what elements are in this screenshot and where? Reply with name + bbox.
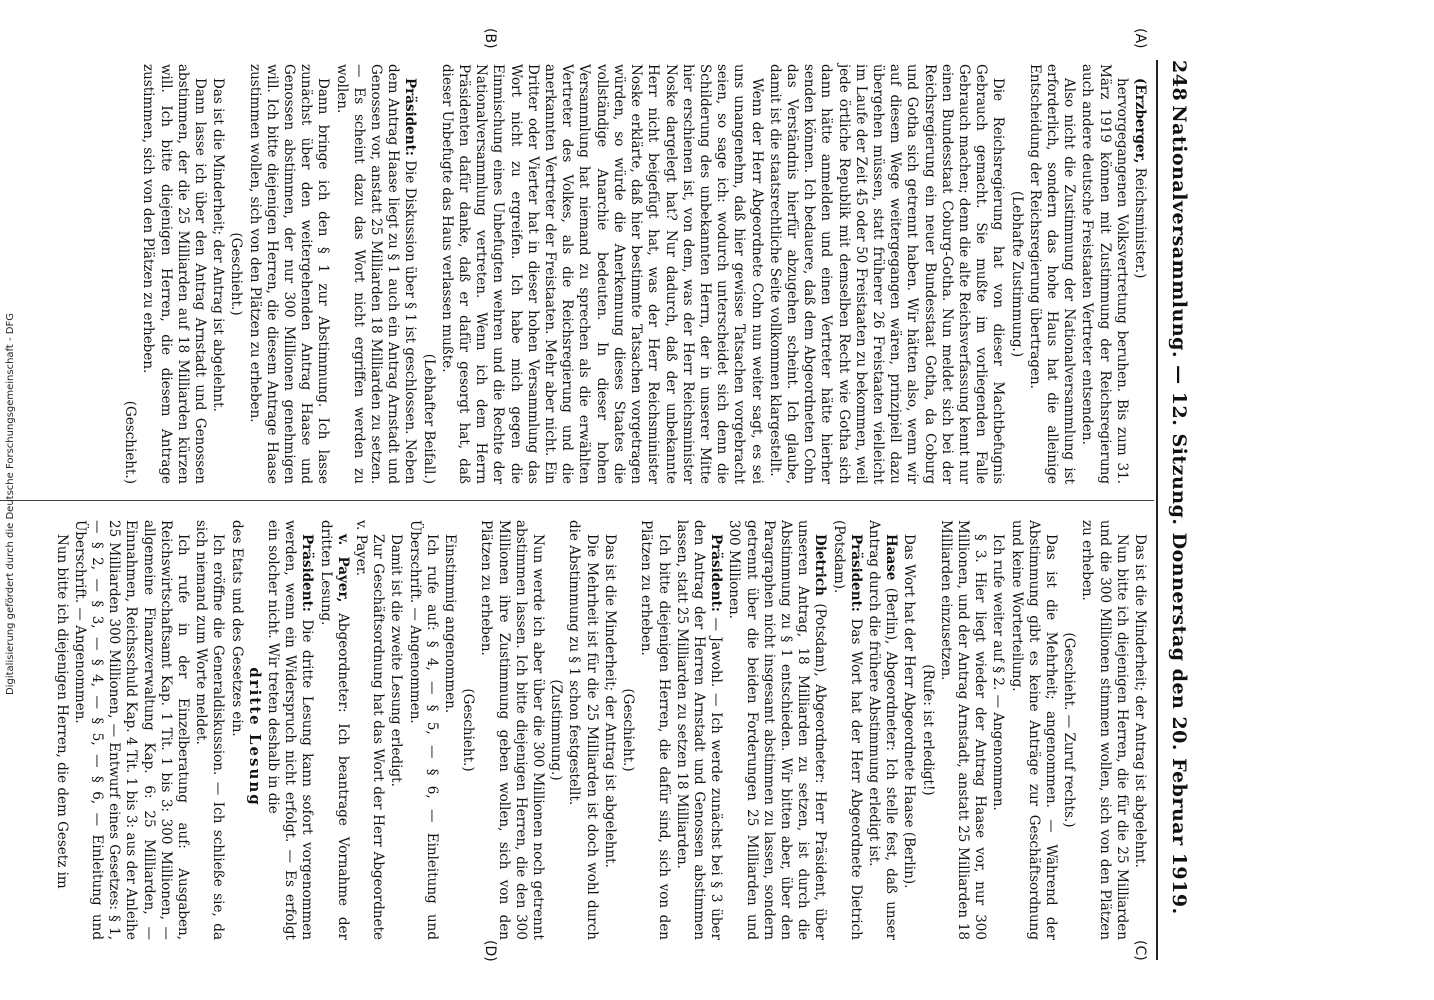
paragraph-text: Die Diskussion über § 1 ist geschlossen. Neben dem Antrag Haase liegt zu § 1 auch ein Antrag Arnstadt und Genossen vor, anstatt 25 Milliarden 18 Milliarden zu setzen. — Es scheint dazu das Wort nicht ergriffen werden zu wollen. (333, 64, 419, 484)
paragraph (865, 520, 899, 940)
paragraph (1131, 64, 1148, 484)
paragraph-text: Das ist die Mehrheit; angenommen. — Während der Abstimmung gibt es keine Anträge zur Geschäftsordnung und keine Worterteilung. (1008, 520, 1059, 940)
paragraph-text: Die dritte Lesung kann sofort vorgenommen werden, wenn ein Widerspruch nicht erfolgt. — Es erfolgt ein solcher nicht. Wir treten deshalb in die (265, 520, 316, 940)
margin-mark-a: (A) (1132, 28, 1148, 49)
paragraph-text: Das ist die Minderheit; der Antrag ist abgelehnt. (210, 78, 227, 412)
paragraph (766, 64, 1007, 484)
speaker-name: Präsident: (708, 534, 725, 612)
paragraph-text: (Lebhafte Zustimmung.) (1008, 190, 1025, 358)
paragraph (918, 520, 935, 940)
paragraph-text: (Berlin), Abgeordneter: Ich stelle fest, daß unser Antrag durch die frühere Abstimmung erledigt ist. (865, 520, 900, 940)
paragraph (227, 520, 244, 940)
paragraph (829, 520, 863, 940)
paragraph-text: Dann bringe ich den § 1 zur Abstimmung. Ich lasse zunächst über den weitergehenden Antrag Haase und Genossen abstimmen, der nur 300 Millionen genehmigen will. Ich bitte diejenigen Herren, die diesem Antrage Haase zustimmen wollen, sich von den Plätzen zu erheben. (246, 64, 332, 484)
paragraph-text: Das ist die Minderheit; der Antrag ist abgelehnt. (1132, 534, 1148, 868)
paragraph (900, 520, 917, 940)
paragraph (459, 520, 476, 940)
paragraph (725, 520, 828, 940)
paragraph-text: Ich eröffne die Generaldiskussion. — Ich schließe sie, da sich niemand zum Worte meldet. (193, 520, 227, 940)
section-heading: dritte Lesung (245, 667, 264, 807)
paragraph-text: Einstimmig angenommen. (442, 534, 459, 714)
speaker-name: Dietrich (812, 534, 829, 596)
paragraph (989, 520, 1006, 940)
paragraph-text: Nun bitte ich diejenigen Herren, die dem Gesetz im (53, 534, 70, 889)
paragraph-text: (Potsdam), Abgeordneter: Herr Präsident, über unseren Antrag, 18 Milliarden zu setzen, ist durch die Abstimmung zu § 1 entschieden. Wir bitten aber, über den Paragraphen nicht insgesamt abstimmen zu lassen, sondern getrennt über die beiden Forderungen 25 Milliarden und 300 Millionen. (726, 520, 829, 940)
paragraph (405, 520, 439, 940)
paragraph-text: Ich bitte diejenigen Herren, die dafür sind, sich von den Plätzen zu erheben. (638, 520, 672, 940)
scanned-page (0, 20, 1218, 980)
paragraph (1078, 64, 1130, 484)
paragraph-text: (Geschieht. — Zuruf rechts.) (1061, 632, 1078, 828)
page-number: 248 (1168, 60, 1190, 102)
paragraph-text: (Geschieht.) (460, 688, 477, 772)
paragraph-text: (Geschieht.) (620, 688, 637, 772)
paragraph-text: Nun werde ich aber über die 300 Millionen noch getrennt abstimmen lassen. Ich bitte diejenigen Herren, die den 300 Millionen ihre Zustimmung geben wollen, sich von den Plätzen zu erheben. (478, 520, 547, 940)
paragraph-text: (Rufe: ist erledigt!) (919, 664, 936, 796)
margin-mark-b: (B) (482, 28, 498, 49)
paragraph-text: des Etats und des Gesetzes ein. (228, 520, 245, 737)
paragraph (139, 64, 208, 484)
speaker-name: Präsident: (402, 78, 419, 156)
paragraph (1007, 64, 1024, 484)
column-divider (0, 500, 1154, 501)
paragraph-text: Ich rufe in der Einzelberatung auf: Ausgaben, Reichswirtschaftsamt Kap. 1 Tit. 1 bis 3: 300 Millionen, — allgemeine Finanzverwaltung Kap. 6: 25 Milliarden, — Einnahmen, Reichsschuld Kap. 4 Tit. 1 bis 3: aus der Anleihe 25 Milliarden 300 Millionen, — Entwurf eines Gesetzes: § 1, — § 2, — § 3, — § 4, — § 5, — § 6, — Einleitung und Überschrift. — Angenommen. (71, 520, 192, 940)
paragraph (477, 520, 546, 940)
paragraph-text: Wenn der Herr Abgeordnete Cohn nun weiter sagt, es sei uns unangenehm, daß hier gewisse Tatsachen vorgebracht seien, so sage ich: wodurch unterscheidet sich denn die Schilderung des unbekannten Herrn, der in unserer Mitte hier erschienen ist, von dem, was der Herr Reichsminister Noske dargelegt hat? Nur dadurch, daß der unbekannte Herr nicht beigefügt hat, was der Herr Reichsminister Noske erklärte, daß hier bestimmte Tatsachen vorgetragen würden, so würde die Anerkennung dieses Staates die vollständige Anarchie bedeuten. In dieser hohen Versammlung hat niemand zu sprechen als die erwählten Vertreter des Volkes, als die Reichsregierung und die anerkannten Vertreter der Freistaaten. Mehr aber nicht. Ein Dritter oder Vierter hat in dieser hohen Versammlung das Wort nicht zu ergreifen. Ich habe mich gegen die Einmischung eines Unbefugten wehren und die Rechte der Nationalversammlung vertreten. Wenn ich dem Herrn Präsidenten dafür danke, daß er dafür gesorgt hat, daß dieser Unbefugte das Haus verlassen mußte. (438, 64, 765, 484)
paragraph-text: Damit ist die zweite Lesung erledigt. (388, 534, 405, 787)
paragraph (438, 64, 765, 484)
paragraph-text: Zur Geschäftsordnung hat das Wort der Herr Abgeordnete v. Payer. (353, 520, 387, 940)
paragraph (316, 520, 350, 940)
paragraph (547, 520, 564, 940)
paragraph-text: Das Wort hat der Herr Abgeordnete Dietrich (Potsdam). (830, 520, 864, 940)
paragraph-text: hervorgegangenen Volksvertretung beruhen. Bis zum 31. März 1919 können mit Zustimmung der Reichsregierung auch andere deutsche Freistaaten Vertreter entsenden. (1079, 64, 1130, 484)
paragraph-text: Die Reichsregierung hat von dieser Machtbefugnis Gebrauch gemacht. Sie mußte im vorliegenden Falle Gebrauch machen; denn die alte Reichsverfassung kennt nur einen Bundesstaat Coburg-Gotha. Nun meldet sich bei der Reichsregierung ein neuer Bundesstaat Gotha, da Coburg und Gotha sich getrennt haben. Wir hätten also, wenn wir auf diesem Wege weitergegangen wären, prinzipiell dazu übergehen müssen, statt früherer 26 Freistaaten vielleicht im Laufe der Zeit 45 oder 50 Freistaaten zu bekommen, weil jede örtliche Republik mit demselben Recht wie Gotha sich dann hätte anmelden und einen Vertreter hätte hierher senden können. Ich bedauere, daß dem Abgeordneten Cohn das Verständnis hierfür abzugehen scheint. Ich glaube, damit ist die staatsrechtliche Seite vollkommen klargestellt. (766, 64, 1007, 484)
paragraph (565, 520, 599, 940)
paragraph-text: Abgeordneter: Ich beantrage Vornahme der dritten Lesung. (317, 520, 351, 941)
paragraph (1007, 520, 1059, 940)
paragraph (52, 520, 69, 940)
paragraph (245, 64, 331, 484)
paragraph (71, 520, 191, 940)
paragraph (1026, 64, 1078, 484)
speaker-name: Präsident: (299, 534, 316, 612)
paragraph-text: (Geschieht.) (122, 400, 139, 484)
paragraph (121, 64, 138, 484)
page-title: Nationalversammlung. — 12. Sitzung. Donnerstag den 20. Februar 1919. (1168, 105, 1190, 915)
margin-mark-d: (D) (482, 940, 498, 962)
paragraph-text: Ich rufe auf: § 4, — § 5, — § 6, — Einleitung und Überschrift. — Angenommen. (406, 520, 440, 940)
speaker-name: Haase (883, 534, 900, 581)
page-header (1164, 60, 1190, 960)
paragraph (387, 520, 404, 940)
paragraph (1078, 520, 1130, 940)
paragraph-text: Nun bitte ich diejenigen Herren, die für die 25 Milliarden und die 300 Millionen stimmen wollen, sich von den Plätzen zu erheben. (1079, 520, 1130, 940)
paragraph-text: Das Wort hat der Herr Abgeordnete Haase (Berlin). (901, 534, 918, 889)
paragraph (937, 520, 989, 940)
speaker-name: v. Payer, (334, 534, 351, 603)
paragraph (332, 64, 418, 484)
paragraph (419, 64, 436, 484)
speaker-name: Präsident: (847, 534, 864, 612)
paragraph-text: Das ist die Minderheit; der Antrag ist abgelehnt. (601, 534, 618, 868)
paragraph-text: (Geschieht.) (228, 232, 245, 316)
margin-mark-c: (C) (1132, 940, 1148, 961)
paragraph-text: Dann lasse ich über den Antrag Arnstadt und Genossen abstimmen, der die 25 Milliarden auf 18 Milliarden kürzen will. Ich bitte diejenigen Herren, die diesem Antrage zustimmen, sich von den Plätzen zu erheben. (140, 64, 209, 484)
paragraph (601, 520, 618, 940)
paragraph-text: — Jawohl. — Ich werde zunächst bei § 3 über den Antrag der Herren Arnstadt und Genossen abstimmen lassen, statt 25 Milliarden zu setzen 18 Milliarden. (673, 520, 725, 940)
paragraph-text: § 3. Hier liegt wieder der Antrag Haase vor, nur 300 Millionen, und der Antrag Arnstadt, anstatt 25 Milliarden 18 Milliarden einzusetzen. (937, 520, 989, 940)
paragraph (673, 520, 725, 940)
paragraph (264, 520, 316, 940)
paragraph (1060, 520, 1077, 940)
right-text-column (51, 520, 1148, 940)
paragraph (619, 520, 636, 940)
paragraph (1131, 520, 1148, 940)
header-rule (1156, 60, 1158, 960)
paragraph-text: Ich rufe weiter auf § 2. — Angenommen. (990, 534, 1007, 811)
paragraph-text: Die Mehrheit ist für die 25 Milliarden ist doch wohl durch die Abstimmung zu § 1 schon festgestellt. (566, 520, 600, 940)
paragraph (637, 520, 671, 940)
paragraph (227, 64, 244, 484)
paragraph (209, 64, 226, 484)
paragraph (352, 520, 386, 940)
paragraph (441, 520, 458, 940)
digitization-note: Digitalisierung gefördert durch die Deutsche Forschungsgemeinschaft - DFG (5, 313, 16, 696)
paragraph-text: Also nicht die Zustimmung der Nationalversammlung ist erforderlich, sondern das hohe Haus hat die alleinige Entscheidung der Reichsregierung übertragen. (1026, 64, 1078, 484)
speaker-name: (Erzberger, (1132, 78, 1148, 164)
left-text-column (120, 64, 1148, 484)
paragraph-text: (Lebhafter Beifall.) (420, 353, 437, 484)
paragraph-text: (Zustimmung.) (548, 679, 565, 781)
paragraph (192, 520, 226, 940)
speaker-role: Reichsminister.) (1132, 163, 1148, 279)
